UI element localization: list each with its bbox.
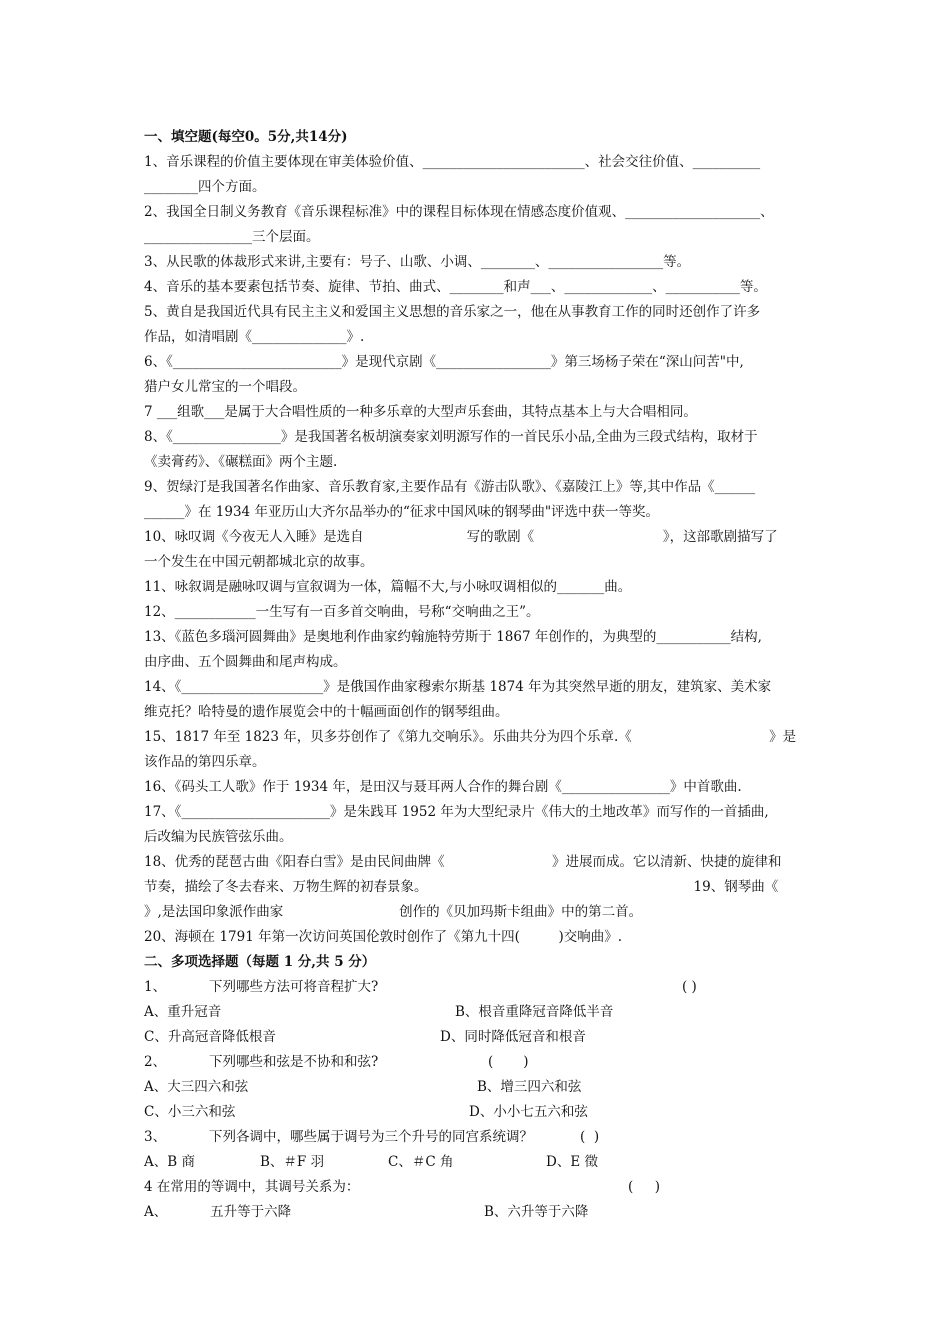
question-line: 18、优秀的琵琶古曲《阳春白雪》是由民间曲牌《 》进展而成。它以清新、快捷的旋律和: [144, 854, 782, 870]
mc-option: D、E 徵: [546, 1154, 598, 1170]
answer-parenthesis: ( ): [488, 1054, 529, 1070]
question-line: 一个发生在中国元朝都城北京的故事。: [144, 554, 374, 570]
answer-parenthesis: ( ): [580, 1129, 600, 1145]
question-line: 4、音乐的基本要素包括节奏、旋律、节拍、曲式、________和声___、_____________、___________等。: [144, 279, 767, 295]
question-line: 3、从民歌的体裁形式来讲,主要有：号子、山歌、小调、________、_________________等。: [144, 254, 691, 270]
mc-option: A、重升冠音: [144, 1004, 222, 1020]
question-line: 5、黄自是我国近代具有民主主义和爱国主义思想的音乐家之一，他在从事教育工作的同时还创作了许多: [144, 304, 761, 320]
question-line: 14、《_____________________》是俄国作曲家穆索尔斯基 1874 年为其突然早逝的朋友，建筑家、美术家: [144, 679, 772, 695]
mc-question: 1、 下列哪些方法可将音程扩大?: [144, 979, 379, 995]
question-line: 作品，如清唱剧《______________》.: [144, 329, 365, 345]
question-line: 》,是法国印象派作曲家 创作的《贝加玛斯卡组曲》中的第二首。: [144, 904, 643, 920]
question-line: 由序曲、五个圆舞曲和尾声构成。: [144, 654, 347, 670]
question-line: 8、《________________》是我国著名板胡演奏家刘明源写作的一首民乐小品,全曲为三段式结构，取材于: [144, 429, 758, 445]
mc-option: B、增三四六和弦: [477, 1079, 582, 1095]
question-line: 11、咏叙调是融咏叹调与宣叙调为一体，篇幅不大,与小咏叹调相似的_______曲。: [144, 579, 632, 595]
question-line: 《卖膏药》、《碾糕面》两个主题.: [144, 454, 338, 470]
question-line: 6、《_________________________》是现代京剧《_________________》第三场杨子荣在“深山问苦"中,: [144, 354, 744, 370]
question-line: 1、音乐课程的价值主要体现在审美体验价值、________________________、社会交往价值、__________: [144, 154, 761, 170]
question-line: 猎户女儿常宝的一个唱段。: [144, 379, 306, 395]
question-line: 15、1817 年至 1823 年，贝多芬创作了《第九交响乐》。乐曲共分为四个乐章.《 》是: [144, 729, 797, 745]
question-line: 后改编为民族管弦乐曲。: [144, 829, 293, 845]
question-line: 该作品的第四乐章。: [144, 754, 266, 770]
question-line: 12、____________一生写有一百多首交响曲，号称“交响曲之王”。: [144, 604, 540, 620]
question-line: ________四个方面。: [144, 179, 266, 195]
mc-option: B、根音重降冠音降低半音: [455, 1004, 614, 1020]
question-line: ________________三个层面。: [144, 229, 320, 245]
question-line: 2、我国全日制义务教育《音乐课程标准》中的课程目标体现在情感态度价值观、____________________、: [144, 204, 774, 220]
question-line: 9、贺绿汀是我国著名作曲家、音乐教育家,主要作品有《游击队歌》、《嘉陵江上》等,其中作品《______: [144, 479, 756, 495]
mc-option: A、大三四六和弦: [144, 1079, 249, 1095]
mc-option: C、小三六和弦: [144, 1104, 236, 1120]
question-line: 17、《______________________》是朱践耳 1952 年为大型纪录片《伟大的土地改革》而写作的一首插曲,: [144, 804, 769, 820]
mc-option: D、小小七五六和弦: [469, 1104, 588, 1120]
mc-option: B、六升等于六降: [484, 1204, 589, 1220]
mc-question: 2、 下列哪些和弦是不协和和弦?: [144, 1054, 379, 1070]
question-line: ______》在 1934 年亚历山大齐尔品举办的“征求中国风味的钢琴曲"评选中获一等奖。: [144, 504, 660, 520]
mc-option: B、＃F 羽: [260, 1154, 325, 1170]
mc-question: 4 在常用的等调中，其调号关系为：: [144, 1179, 360, 1195]
question-line: 节奏，描绘了冬去春来、万物生辉的初春景象。 19、钢琴曲《: [144, 879, 779, 895]
mc-question: 3、 下列各调中，哪些属于调号为三个升号的同宫系统调？: [144, 1129, 534, 1145]
answer-parenthesis: ( ): [682, 979, 697, 995]
mc-option: C、＃C 角: [388, 1154, 454, 1170]
question-line: 13、《蓝色多瑙河圆舞曲》是奥地利作曲家约翰施特劳斯于 1867 年创作的，为典型的___________结构,: [144, 629, 762, 645]
question-line: 10、咏叹调《今夜无人入睡》是选自 写的歌剧《 》，这部歌剧描写了: [144, 529, 778, 545]
question-line: 维克托？哈特曼的遗作展览会中的十幅画面创作的钢琴组曲。: [144, 704, 509, 720]
question-line: 7 ___组歌___是属于大合唱性质的一种多乐章的大型声乐套曲，其特点基本上与大合唱相同。: [144, 404, 697, 420]
mc-option: D、同时降低冠音和根音: [440, 1029, 586, 1045]
section-title-fill-in: 一、填空题(每空0。5分,共14分): [144, 129, 348, 145]
answer-parenthesis: ( ): [628, 1179, 660, 1195]
question-line: 20、海顿在 1791 年第一次访问英国伦敦时创作了《第九十四( )交响曲》.: [144, 929, 623, 945]
question-line: 16、《码头工人歌》作于 1934 年，是田汉与聂耳两人合作的舞台剧《________________》中首歌曲.: [144, 779, 742, 795]
mc-option: A、B 商: [144, 1154, 195, 1170]
mc-option: A、 五升等于六降: [144, 1204, 292, 1220]
section-title-multiple-choice: 二、多项选择题（每题 1 分,共 5 分）: [144, 954, 376, 970]
mc-option: C、升高冠音降低根音: [144, 1029, 276, 1045]
